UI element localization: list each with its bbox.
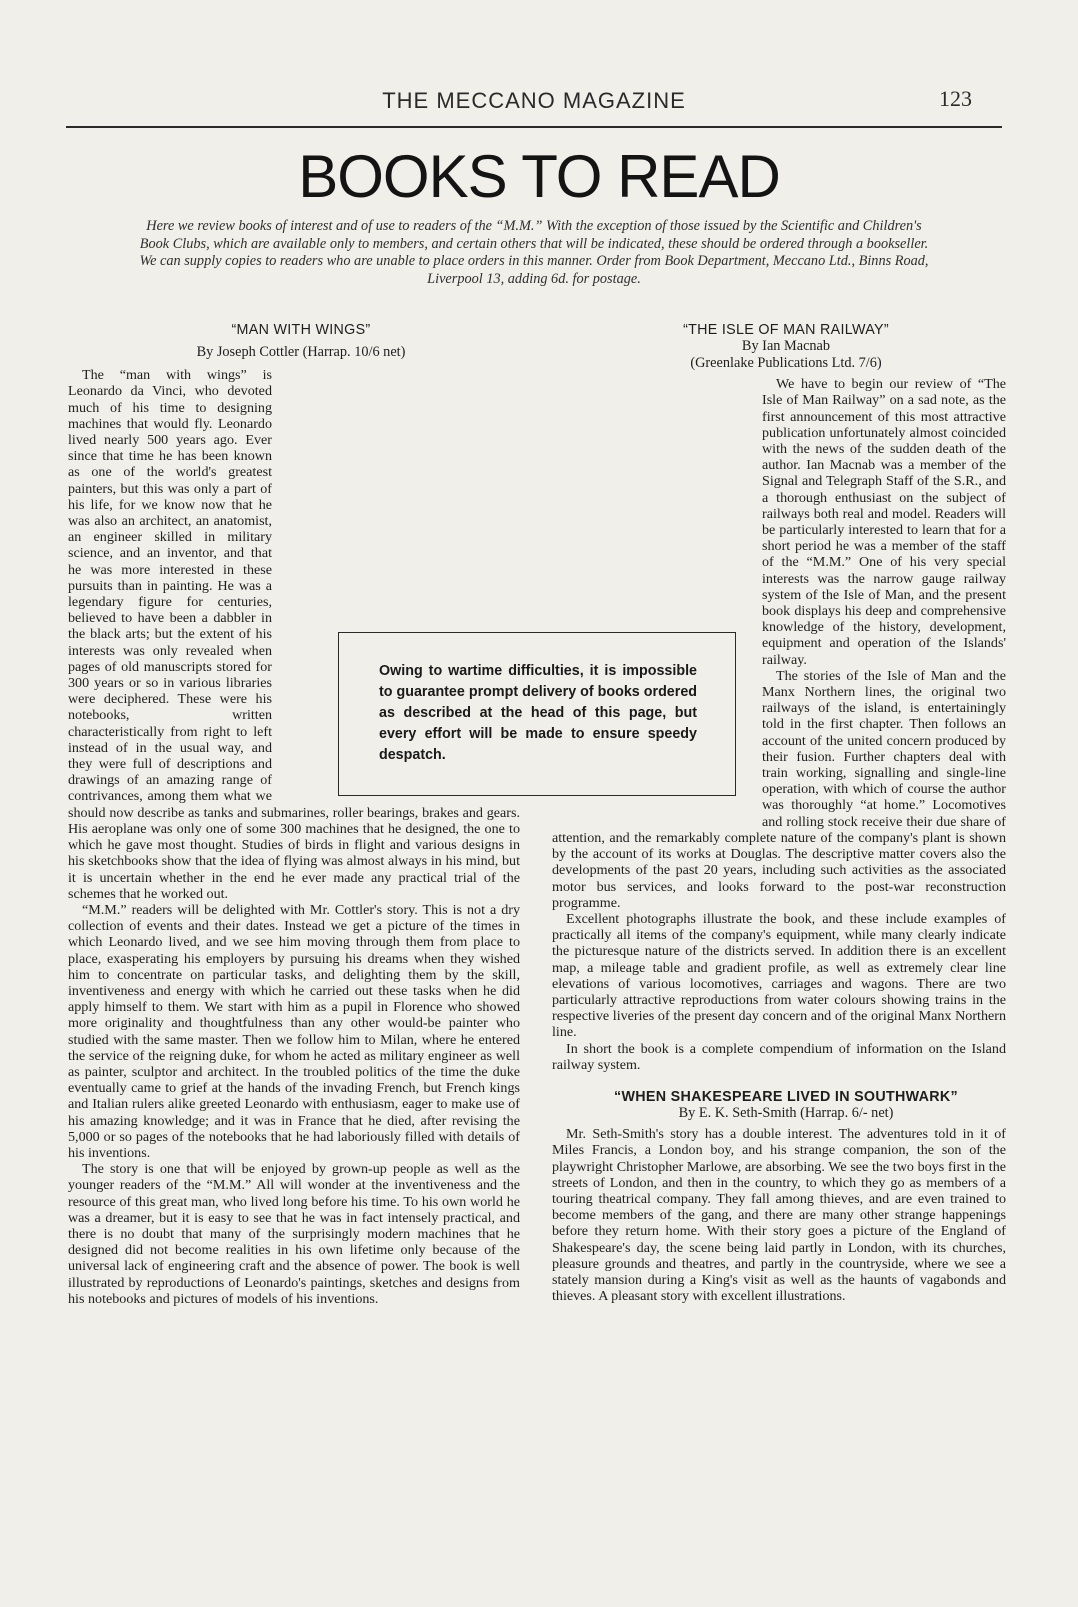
review-paragraph: In short the book is a complete compendium of information on the Island railway system. [552,1040,1006,1073]
intro-text: Here we review books of interest and of use to readers of the “M.M.” With the exception of those issued by the Scientific and Children's Book Clubs, which are available only to members, and certain others that will be indicated, these should be ordered through a bookseller. We can supply copies to readers who are unable to place orders in this manner. Order from Book Department, Meccano Ltd., Binns Road, Liverpool 13, adding 6d. for postage. [139,218,929,287]
review-paragraph: The “man with wings” is Leonardo da Vinci, who devoted much of his time to designing machines that would fly. Leonardo lived nearly 500 years ago. Ever since that time he has been known as one of the world's greatest painters, but this was only a part of his life, for we know now that he was also an architect, an anatomist, an engineer skilled in military science, and an inventor, and that he was more interested in these pursuits than in painting. He was a legendary figure for centuries, believed to have been a dabbler in the black arts; but the extent of his interests was only revealed when pages of old manuscripts stored for 300 years or so in various libraries were deciphered. These were his notebooks, written characteristically from right to left instead of in the usual way, and they were full of descriptions and drawings of an amazing range of contrivances, among them what we should now describe as tanks and submarines, roller bearings, brakes and gears. His aeroplane was only one of some 300 machines that he designed, the one to which he gave most thought. Studies of birds in flight and various designs in his sketchbooks show that the idea of flying was almost always in his mind, but it is uncertain whether in the end he ever made any practical trial of the schemes that he worked out. [68,367,520,902]
magazine-title: THE MECCANO MAGAZINE [382,88,686,113]
review-title: “MAN WITH WINGS” [231,322,371,338]
review-paragraph: The stories of the Isle of Man and the Manx Northern lines, the original two railways of the island, is entertainingly told in the first chapter. Then follows an account of the united concern produced by their fusion. Further chapters deal with train working, signalling and single-line operation, with which of course the author was thoroughly “at home.” Locomotives and rolling stock receive their due share of attention, and the remarkably complete nature of the company's plant is shown by the account of its works at Douglas. The descriptive matter covers also the developments of the past 20 years, including such activities as the associated motor bus services, and looks forward to the post-war reconstruction programme. [552,667,1006,911]
review-byline: By Joseph Cottler (Harrap. 10/6 net) [196,344,406,361]
review-paragraph: “M.M.” readers will be delighted with Mr. Cottler's story. This is not a dry collection of events and their dates. Instead we get a picture of the times in which Leonardo lived, and we see him moving through them from place to place, exasperating his employers by pursuing his dreams when they wished him to concentrate on particular tasks, and delighting them by the skill, inventiveness and energy with which he carried out these tasks when he did apply himself to them. We start with him as a pupil in Florence who showed more originality and thoughtfulness than any other would-be painter who studied with the same master. Then we follow him to Milan, where he entered the service of the reigning duke, for whom he acted as military engineer as well as painter, sculptor and architect. In the troubled politics of the time the duke eventually came to grief at the hands of the invading French, but French kings and Italian rulers alike greeted Leonardo with enthusiasm, eager to make use of his amazing knowledge; and it was in France that he died, after revising the 5,000 or so pages of the notebooks that he had laboriously filled with details of his inventions. [68,901,520,1161]
wartime-notice-text: Owing to wartime difficulties, it is impossible to guarantee prompt delivery of books ordered as described at the head of this page, but every effort will be made to ensure speedy despatch. [379,663,697,763]
left-column [68,322,520,1307]
review-paragraph: We have to begin our review of “The Isle of Man Railway” on a sad note, as the first announcement of this most attractive publication unfortunately almost coincided with the news of the sudden death of the author. Ian Macnab was a member of the Signal and Telegraph Staff of the S.R., and a thorough enthusiast on the subject of railways both real and model. Readers will be particularly interested to learn that for a short period he was a member of the staff of the “M.M.” One of his very special interests was the narrow gauge railway system of the Isle of Man, and the present book displays his deep and comprehensive knowledge of the history, development, equipment and operation of the Islands' railway. [762,376,1006,668]
right-column [552,322,1006,1304]
review-paragraph: The story is one that will be enjoyed by grown-up people as well as the younger readers of the “M.M.” All will wonder at the inventiveness and the resource of this great man, who lived long before his time. To his own world he was a dreamer, but it is easy to see that he was in fact intensely practical, and there is no doubt that many of the surprisingly modern machines that he designed did not become realities in his own lifetime only because of the universal lack of engineering craft and the absence of power. The book is well illustrated by reproductions of Leonardo's paintings, sketches and designs from his notebooks and pictures of models of his inventions. [68,1161,520,1307]
review-paragraph: Mr. Seth-Smith's story has a double interest. The adventures told in it of Miles Francis, a London boy, and his strange companion, the son of the playwright Christopher Marlowe, are absorbing. We see the two boys first in the streets of London, and then in the country, to which they go as members of a touring theatrical company. They fall among thieves, and are even trained to become members of the gang, and there are many other strange happenings before they return home. With their story goes a picture of the England of Shakespeare's day, the scene being laid partly in London, with its churches, pleasure grounds and theatres, and partly in the countryside, where we see a stately mansion during a King's visit as well as the haunts of vagabonds and thieves. A pleasant story with excellent illustrations. [552,1126,1006,1305]
review-paragraph: Excellent photographs illustrate the book, and these include examples of practically all items of the company's equipment, while many clearly indicate the picturesque nature of the districts served. In addition there is an excellent map, a mileage table and gradient profile, as well as extremely clear line elevations of various locomotives, carriages and wagons. There are two particularly attractive reproductions from water colours showing trains in the respective liveries of the present day concern and of the original Manx Northern line. [552,910,1006,1041]
review-title: “THE ISLE OF MAN RAILWAY” [683,322,889,338]
page-header [66,88,1002,128]
review-title: “WHEN SHAKESPEARE LIVED IN SOUTHWARK” [614,1088,958,1105]
wartime-notice-box [338,632,736,796]
review-byline: By E. K. Seth-Smith (Harrap. 6/- net) [678,1105,894,1122]
review-byline: By Ian Macnab [741,338,831,355]
review-publisher: (Greenlake Publications Ltd. 7/6) [690,355,882,372]
page-number: 123 [939,86,972,111]
page-title: BOOKS TO READ [298,143,780,210]
